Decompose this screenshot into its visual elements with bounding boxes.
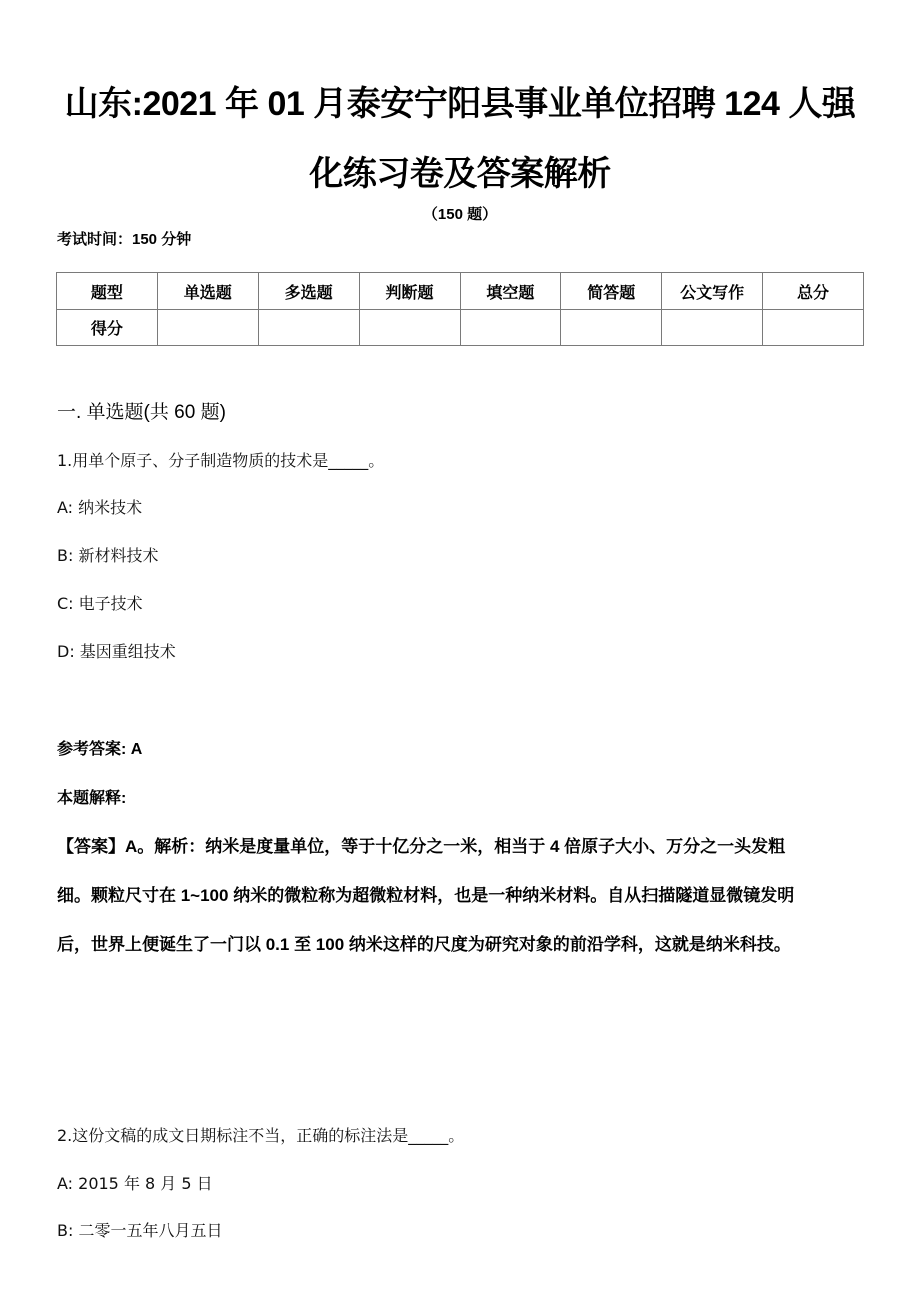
exam-time: 考试时间：150 分钟 [57, 231, 192, 248]
row-label-score: 得分 [57, 310, 158, 346]
score-cell [258, 310, 359, 346]
question-1-option-b: B: 新材料技术 [57, 546, 159, 565]
score-table-header-row [57, 273, 864, 310]
section-heading: 一. 单选题(共 60 题) [57, 402, 226, 423]
question-1-stem: 1.用单个原子、分子制造物质的技术是_____。 [57, 451, 385, 470]
header-cell-total: 总分 [763, 273, 864, 310]
score-table [56, 272, 864, 346]
question-1-explanation-line-1: 【答案】A。解析：纳米是度量单位，等于十亿分之一米，相当于 4 倍原子大小、万分之一头发粗 [57, 837, 786, 856]
document-title-line-2: 化练习卷及答案解析 [309, 155, 611, 193]
question-1-explanation-line-2: 细。颗粒尺寸在 1~100 纳米的微粒称为超微粒材料，也是一种纳米材料。自从扫描隧道显微镜发明 [57, 886, 795, 905]
score-cell [763, 310, 864, 346]
score-cell [157, 310, 258, 346]
score-cell [561, 310, 662, 346]
question-2-option-b: B: 二零一五年八月五日 [57, 1221, 223, 1240]
header-cell-short-answer: 简答题 [561, 273, 662, 310]
question-1-explanation-line-3: 后，世界上便诞生了一门以 0.1 至 100 纳米这样的尺度为研究对象的前沿学科，这就是纳米科技。 [57, 935, 791, 954]
header-cell-type: 题型 [57, 273, 158, 310]
header-cell-true-false: 判断题 [359, 273, 460, 310]
score-cell [662, 310, 763, 346]
question-1-option-d: D: 基因重组技术 [57, 642, 176, 661]
document-title-line-1: 山东:2021 年 01 月泰安宁阳县事业单位招聘 124 人强 [64, 85, 856, 123]
question-count: （150 题） [422, 206, 498, 223]
question-1-option-c: C: 电子技术 [57, 594, 143, 613]
score-cell [460, 310, 561, 346]
score-table-score-row [57, 310, 864, 346]
header-cell-official-writing: 公文写作 [662, 273, 763, 310]
question-1-option-a: A: 纳米技术 [57, 498, 143, 517]
question-1-answer: 参考答案: A [57, 741, 143, 758]
question-1-explanation-label: 本题解释: [57, 790, 127, 807]
header-cell-fill-blank: 填空题 [460, 273, 561, 310]
score-cell [359, 310, 460, 346]
question-2-stem: 2.这份文稿的成文日期标注不当，正确的标注法是_____。 [57, 1126, 465, 1145]
header-cell-multiple-choice: 多选题 [258, 273, 359, 310]
header-cell-single-choice: 单选题 [157, 273, 258, 310]
question-2-option-a: A: 2015 年 8 月 5 日 [57, 1174, 213, 1193]
